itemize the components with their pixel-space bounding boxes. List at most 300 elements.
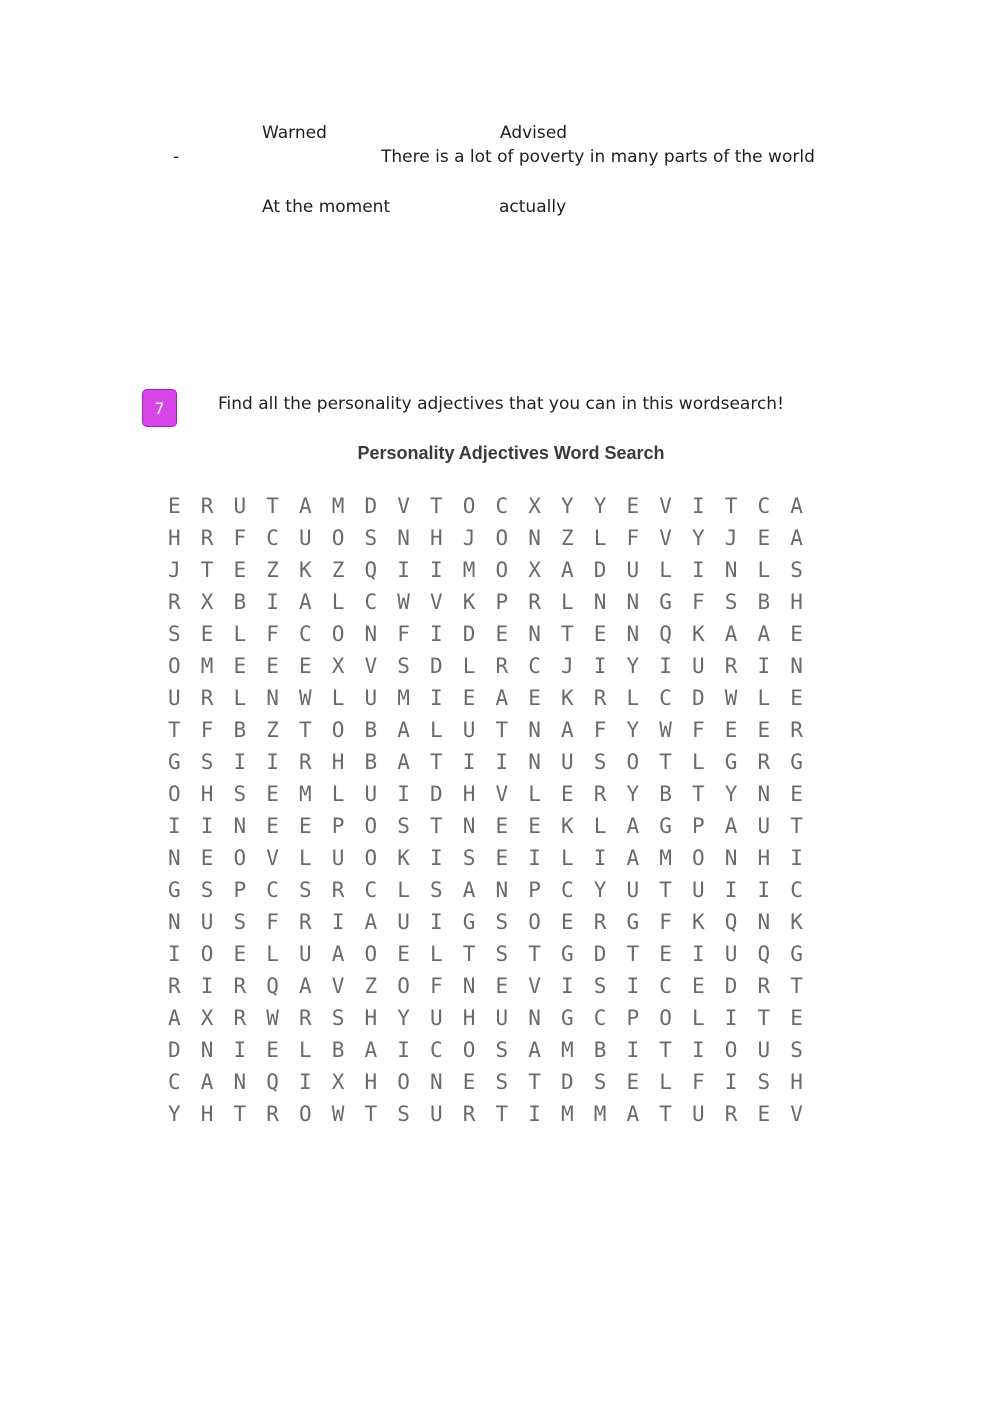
grid-cell: T: [495, 1102, 509, 1126]
grid-cell: S: [593, 750, 607, 774]
grid-cell: E: [495, 814, 509, 838]
option-at-the-moment: At the moment: [262, 197, 391, 217]
grid-cell: A: [528, 1038, 541, 1062]
grid-cell: S: [299, 878, 312, 902]
grid-cell: E: [790, 1006, 803, 1030]
grid-cell: X: [331, 654, 345, 678]
grid-cell: I: [233, 1038, 247, 1062]
grid-cell: T: [626, 942, 640, 966]
grid-cell: L: [659, 1070, 672, 1094]
grid-cell: F: [692, 718, 705, 742]
grid-cell: Y: [168, 1102, 181, 1126]
grid-cell: V: [331, 974, 345, 998]
grid-cell: I: [168, 942, 181, 966]
grid-cell: W: [397, 590, 410, 614]
grid-cell: N: [626, 622, 640, 646]
grid-cell: E: [593, 622, 607, 646]
grid-cell: N: [364, 622, 378, 646]
grid-cell: O: [495, 558, 509, 582]
grid-cell: J: [462, 526, 476, 550]
grid-cell: S: [790, 558, 803, 582]
grid-cell: V: [528, 974, 541, 998]
grid-cell: Y: [561, 494, 574, 518]
grid-cell: G: [790, 750, 803, 774]
grid-cell: O: [364, 846, 378, 870]
grid-cell: O: [331, 622, 345, 646]
grid-cell: I: [724, 878, 738, 902]
grid-cell: C: [168, 1070, 181, 1094]
grid-cell: I: [692, 1038, 705, 1062]
grid-cell: E: [266, 1038, 279, 1062]
grid-cell: Y: [626, 654, 640, 678]
grid-cell: G: [561, 1006, 574, 1030]
grid-cell: N: [462, 814, 476, 838]
grid-cell: S: [593, 974, 607, 998]
grid-cell: J: [724, 526, 738, 550]
grid-cell: L: [692, 1006, 705, 1030]
grid-cell: K: [692, 910, 705, 934]
grid-cell: L: [299, 846, 312, 870]
exercise-instruction: Find all the personality adjectives that you can in this wordsearch!: [218, 394, 784, 414]
example-sentence: There is a lot of poverty in many parts of the world: [381, 147, 815, 167]
grid-cell: U: [495, 1006, 509, 1030]
grid-cell: A: [168, 1006, 181, 1030]
grid-cell: E: [200, 622, 214, 646]
grid-cell: T: [528, 1070, 541, 1094]
grid-cell: D: [462, 622, 476, 646]
grid-cell: H: [462, 782, 476, 806]
grid-cell: O: [200, 942, 214, 966]
grid-cell: B: [364, 750, 378, 774]
grid-cell: C: [561, 878, 574, 902]
grid-cell: H: [364, 1070, 378, 1094]
grid-cell: T: [659, 1102, 672, 1126]
grid-cell: L: [430, 718, 443, 742]
grid-cell: O: [626, 750, 640, 774]
grid-cell: O: [299, 1102, 312, 1126]
grid-cell: U: [692, 654, 705, 678]
grid-cell: I: [724, 1006, 738, 1030]
grid-cell: I: [528, 846, 541, 870]
grid-cell: I: [331, 910, 345, 934]
grid-cell: O: [462, 1038, 476, 1062]
grid-cell: F: [593, 718, 607, 742]
grid-cell: T: [168, 718, 181, 742]
grid-cell: N: [724, 846, 738, 870]
grid-cell: D: [593, 942, 607, 966]
grid-cell: W: [299, 686, 312, 710]
grid-cell: N: [528, 526, 541, 550]
grid-cell: U: [364, 686, 378, 710]
grid-cell: H: [430, 526, 443, 550]
grid-cell: N: [528, 622, 541, 646]
grid-cell: V: [495, 782, 509, 806]
wordsearch-title: Personality Adjectives Word Search: [357, 443, 665, 463]
grid-cell: Y: [626, 718, 640, 742]
grid-cell: P: [528, 878, 541, 902]
grid-cell: Y: [692, 526, 705, 550]
grid-cell: S: [200, 878, 214, 902]
grid-cell: E: [495, 846, 509, 870]
grid-cell: S: [397, 654, 410, 678]
grid-cell: R: [200, 686, 214, 710]
grid-cell: E: [233, 942, 247, 966]
grid-cell: I: [233, 750, 247, 774]
grid-cell: X: [331, 1070, 345, 1094]
grid-cell: A: [626, 846, 640, 870]
grid-cell: R: [299, 1006, 312, 1030]
grid-cell: O: [331, 526, 345, 550]
grid-cell: U: [462, 718, 476, 742]
grid-cell: T: [790, 974, 803, 998]
grid-cell: Z: [266, 718, 279, 742]
grid-cell: X: [200, 590, 214, 614]
grid-cell: O: [692, 846, 705, 870]
grid-cell: D: [692, 686, 705, 710]
grid-cell: F: [266, 622, 279, 646]
option-actually: actually: [499, 197, 567, 217]
grid-cell: S: [168, 622, 181, 646]
grid-cell: U: [299, 526, 312, 550]
grid-cell: N: [790, 654, 803, 678]
grid-cell: I: [397, 782, 410, 806]
grid-cell: A: [561, 558, 574, 582]
grid-cell: K: [692, 622, 705, 646]
grid-cell: N: [757, 782, 771, 806]
grid-cell: Q: [266, 1070, 279, 1094]
grid-cell: R: [200, 494, 214, 518]
grid-cell: E: [168, 494, 181, 518]
grid-cell: L: [561, 846, 574, 870]
grid-cell: N: [462, 974, 476, 998]
grid-cell: R: [299, 910, 312, 934]
grid-cell: W: [659, 718, 672, 742]
grid-cell: T: [495, 718, 509, 742]
grid-cell: S: [430, 878, 443, 902]
option-warned: Warned: [262, 123, 327, 143]
grid-cell: H: [790, 590, 803, 614]
grid-cell: R: [724, 654, 738, 678]
grid-cell: Y: [626, 782, 640, 806]
grid-cell: I: [266, 750, 279, 774]
grid-cell: U: [757, 1038, 771, 1062]
grid-cell: Q: [266, 974, 279, 998]
grid-cell: N: [626, 590, 640, 614]
grid-cell: C: [266, 878, 279, 902]
grid-cell: L: [626, 686, 640, 710]
grid-cell: A: [724, 622, 738, 646]
grid-cell: S: [331, 1006, 345, 1030]
grid-cell: F: [397, 622, 410, 646]
grid-cell: E: [233, 654, 247, 678]
grid-cell: T: [364, 1102, 378, 1126]
grid-cell: I: [561, 974, 574, 998]
grid-cell: N: [757, 910, 771, 934]
grid-cell: I: [593, 654, 607, 678]
grid-cell: I: [430, 558, 443, 582]
grid-cell: H: [790, 1070, 803, 1094]
grid-cell: N: [593, 590, 607, 614]
grid-cell: V: [266, 846, 279, 870]
grid-cell: B: [364, 718, 378, 742]
grid-cell: C: [364, 590, 378, 614]
grid-cell: I: [430, 622, 443, 646]
grid-cell: L: [593, 814, 607, 838]
grid-cell: P: [233, 878, 247, 902]
grid-cell: R: [790, 718, 803, 742]
grid-cell: O: [168, 782, 181, 806]
grid-cell: I: [200, 974, 214, 998]
grid-cell: S: [397, 814, 410, 838]
grid-cell: S: [200, 750, 214, 774]
grid-cell: A: [200, 1070, 214, 1094]
grid-cell: E: [790, 782, 803, 806]
grid-cell: V: [659, 526, 672, 550]
grid-cell: W: [266, 1006, 279, 1030]
grid-cell: N: [397, 526, 410, 550]
grid-cell: A: [397, 718, 410, 742]
grid-cell: L: [430, 942, 443, 966]
grid-cell: R: [757, 750, 771, 774]
grid-cell: Y: [397, 1006, 410, 1030]
grid-cell: S: [724, 590, 738, 614]
grid-cell: H: [757, 846, 771, 870]
grid-cell: N: [528, 1006, 541, 1030]
grid-cell: L: [692, 750, 705, 774]
option-advised: Advised: [500, 123, 568, 143]
grid-cell: I: [462, 750, 476, 774]
grid-cell: C: [299, 622, 312, 646]
grid-cell: P: [626, 1006, 640, 1030]
grid-cell: D: [430, 654, 443, 678]
grid-cell: L: [233, 622, 247, 646]
grid-cell: U: [364, 782, 378, 806]
grid-cell: N: [528, 718, 541, 742]
grid-cell: E: [692, 974, 705, 998]
grid-cell: M: [659, 846, 672, 870]
grid-cell: C: [430, 1038, 443, 1062]
grid-cell: U: [724, 942, 738, 966]
grid-cell: F: [266, 910, 279, 934]
grid-cell: E: [299, 654, 312, 678]
grid-cell: I: [430, 910, 443, 934]
grid-cell: I: [692, 558, 705, 582]
grid-cell: B: [331, 1038, 345, 1062]
grid-cell: L: [331, 686, 345, 710]
grid-cell: A: [462, 878, 476, 902]
grid-cell: N: [233, 1070, 247, 1094]
grid-cell: J: [561, 654, 574, 678]
grid-cell: I: [495, 750, 509, 774]
grid-cell: G: [626, 910, 640, 934]
grid-cell: Q: [659, 622, 672, 646]
grid-cell: K: [462, 590, 476, 614]
grid-cell: S: [462, 846, 476, 870]
grid-cell: O: [331, 718, 345, 742]
grid-cell: I: [528, 1102, 541, 1126]
grid-cell: R: [462, 1102, 476, 1126]
grid-cell: E: [561, 782, 574, 806]
grid-cell: U: [692, 878, 705, 902]
grid-cell: E: [495, 622, 509, 646]
grid-cell: I: [757, 654, 771, 678]
grid-cell: T: [200, 558, 214, 582]
grid-cell: R: [593, 910, 607, 934]
grid-cell: D: [430, 782, 443, 806]
grid-cell: A: [364, 910, 378, 934]
grid-cell: L: [659, 558, 672, 582]
grid-cell: I: [692, 942, 705, 966]
grid-cell: S: [397, 1102, 410, 1126]
grid-cell: S: [495, 1070, 509, 1094]
grid-cell: E: [757, 1102, 771, 1126]
grid-cell: F: [626, 526, 640, 550]
grid-cell: K: [561, 814, 574, 838]
grid-cell: E: [626, 494, 640, 518]
grid-cell: P: [692, 814, 705, 838]
grid-cell: T: [659, 878, 672, 902]
grid-cell: W: [724, 686, 738, 710]
grid-cell: M: [331, 494, 345, 518]
grid-cell: T: [462, 942, 476, 966]
grid-cell: T: [692, 782, 705, 806]
grid-cell: V: [364, 654, 378, 678]
grid-cell: A: [331, 942, 345, 966]
grid-cell: K: [397, 846, 410, 870]
grid-cell: A: [790, 494, 803, 518]
grid-cell: E: [757, 718, 771, 742]
grid-cell: I: [692, 494, 705, 518]
grid-cell: A: [299, 974, 312, 998]
grid-cell: K: [299, 558, 312, 582]
grid-cell: T: [724, 494, 738, 518]
grid-cell: G: [790, 942, 803, 966]
grid-cell: E: [626, 1070, 640, 1094]
grid-cell: C: [659, 974, 672, 998]
grid-cell: X: [200, 1006, 214, 1030]
grid-cell: E: [462, 1070, 476, 1094]
grid-cell: O: [724, 1038, 738, 1062]
grid-cell: C: [593, 1006, 607, 1030]
grid-cell: D: [168, 1038, 181, 1062]
grid-cell: B: [593, 1038, 607, 1062]
grid-cell: L: [266, 942, 279, 966]
grid-cell: R: [299, 750, 312, 774]
grid-cell: S: [593, 1070, 607, 1094]
grid-cell: N: [233, 814, 247, 838]
grid-cell: E: [724, 718, 738, 742]
grid-cell: B: [757, 590, 771, 614]
grid-cell: R: [233, 974, 247, 998]
grid-cell: V: [790, 1102, 803, 1126]
grid-cell: X: [528, 494, 541, 518]
grid-cell: E: [757, 526, 771, 550]
grid-cell: O: [364, 942, 378, 966]
grid-cell: C: [757, 494, 771, 518]
grid-cell: A: [364, 1038, 378, 1062]
grid-cell: I: [397, 558, 410, 582]
grid-cell: M: [200, 654, 214, 678]
grid-cell: P: [495, 590, 509, 614]
grid-cell: L: [233, 686, 247, 710]
grid-cell: R: [593, 782, 607, 806]
grid-cell: E: [233, 558, 247, 582]
grid-cell: G: [724, 750, 738, 774]
grid-cell: U: [430, 1006, 443, 1030]
grid-cell: N: [168, 910, 181, 934]
grid-cell: D: [561, 1070, 574, 1094]
grid-cell: L: [331, 590, 345, 614]
grid-cell: U: [233, 494, 247, 518]
grid-cell: B: [233, 718, 247, 742]
grid-cell: N: [495, 878, 509, 902]
grid-cell: C: [364, 878, 378, 902]
grid-cell: Q: [724, 910, 738, 934]
grid-cell: C: [495, 494, 509, 518]
grid-cell: M: [397, 686, 410, 710]
wordsearch-grid: [158, 490, 813, 1130]
grid-cell: C: [790, 878, 803, 902]
grid-cell: H: [462, 1006, 476, 1030]
bullet-dash: -: [173, 147, 180, 167]
grid-cell: U: [626, 558, 640, 582]
grid-cell: I: [626, 1038, 640, 1062]
grid-cell: O: [397, 1070, 410, 1094]
grid-cell: O: [495, 526, 509, 550]
grid-cell: L: [561, 590, 574, 614]
grid-cell: I: [299, 1070, 312, 1094]
grid-cell: I: [430, 846, 443, 870]
grid-cell: A: [724, 814, 738, 838]
grid-cell: L: [528, 782, 541, 806]
grid-cell: T: [299, 718, 312, 742]
grid-cell: T: [659, 750, 672, 774]
grid-cell: R: [495, 654, 509, 678]
grid-cell: E: [495, 974, 509, 998]
grid-cell: P: [331, 814, 345, 838]
grid-cell: V: [659, 494, 672, 518]
grid-cell: A: [626, 814, 640, 838]
grid-cell: Z: [364, 974, 378, 998]
grid-cell: F: [200, 718, 214, 742]
grid-cell: N: [168, 846, 181, 870]
grid-cell: I: [397, 1038, 410, 1062]
grid-cell: F: [659, 910, 672, 934]
grid-cell: C: [266, 526, 279, 550]
grid-cell: D: [724, 974, 738, 998]
grid-cell: L: [757, 686, 771, 710]
grid-cell: T: [233, 1102, 247, 1126]
grid-cell: I: [757, 878, 771, 902]
grid-cell: S: [757, 1070, 771, 1094]
grid-cell: G: [168, 750, 181, 774]
grid-cell: H: [168, 526, 181, 550]
grid-cell: H: [200, 1102, 214, 1126]
exercise-number-badge: 7: [142, 389, 177, 427]
grid-cell: J: [168, 558, 181, 582]
grid-cell: Y: [593, 878, 607, 902]
grid-cell: S: [364, 526, 378, 550]
grid-cell: E: [397, 942, 410, 966]
grid-cell: E: [462, 686, 476, 710]
grid-cell: X: [528, 558, 541, 582]
grid-cell: R: [200, 526, 214, 550]
grid-cell: I: [200, 814, 214, 838]
grid-cell: O: [659, 1006, 672, 1030]
grid-cell: G: [659, 814, 672, 838]
grid-cell: F: [692, 1070, 705, 1094]
grid-cell: R: [168, 974, 181, 998]
